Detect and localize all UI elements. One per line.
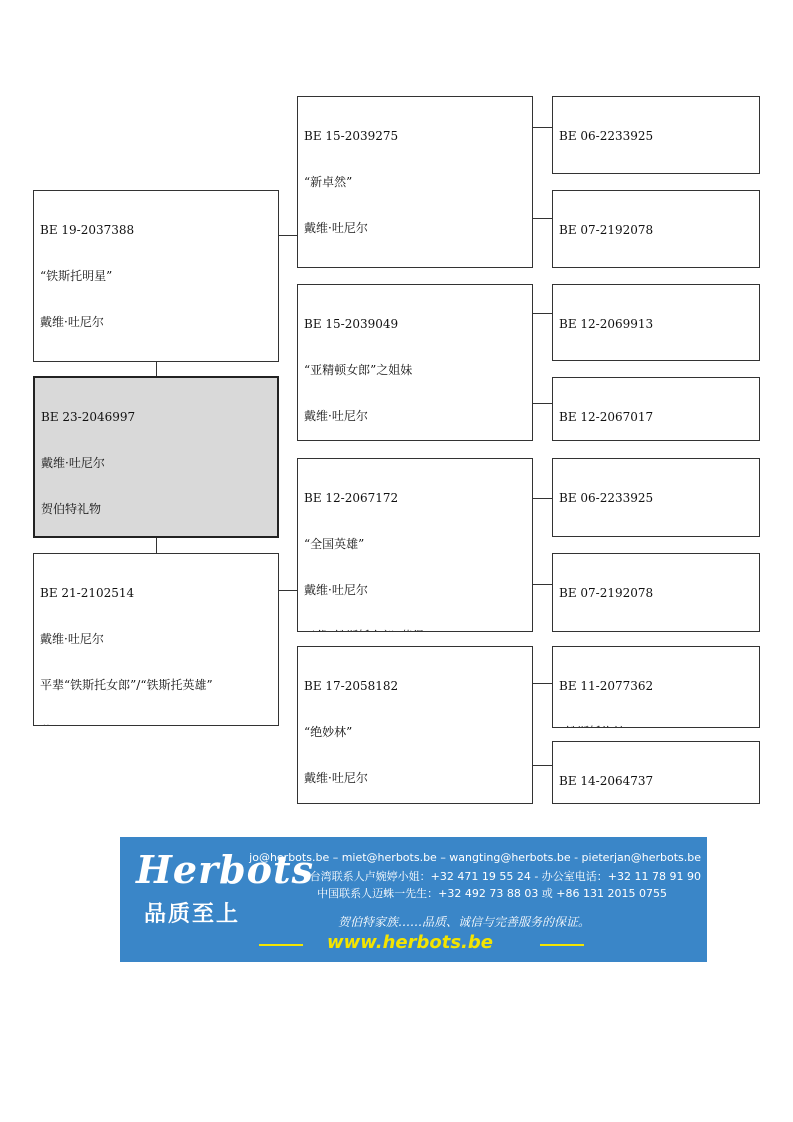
pedigree-box-sire-sire-dam bbox=[552, 190, 760, 268]
pedigree-box-subject bbox=[33, 376, 279, 538]
herbots-banner bbox=[120, 837, 707, 962]
connector-line bbox=[533, 403, 552, 404]
tagline: 贺伯特家族……品质、诚信与完善服务的保证。 bbox=[338, 915, 591, 929]
pigeon-name: “全国英雄” bbox=[304, 537, 365, 552]
ring-number: BE 15-2039275 bbox=[304, 128, 399, 143]
connector-line bbox=[533, 218, 552, 219]
pedigree-box-dam-sire-sire bbox=[552, 458, 760, 537]
pedigree-box-sire-dam bbox=[297, 284, 533, 441]
pedigree-box-sire-sire bbox=[297, 96, 533, 268]
pedigree-box-dam-dam-dam bbox=[552, 741, 760, 804]
pedigree-box-sire-sire-sire bbox=[552, 96, 760, 174]
decorative-rule bbox=[259, 944, 303, 946]
pigeon-name: “绝妙林” bbox=[304, 725, 353, 740]
gift-note: 贺伯特礼物 bbox=[41, 502, 102, 517]
connector-line bbox=[533, 127, 552, 128]
ring-number: BE 21-2102514 bbox=[40, 585, 135, 600]
pigeon-name bbox=[559, 725, 755, 728]
ring-number: BE 23-2046997 bbox=[41, 409, 136, 424]
china-contact: 中国联系人迈蛛一先生：+32 492 73 88 03 或 +86 131 2015 0755 bbox=[317, 887, 667, 900]
result-line bbox=[304, 267, 528, 268]
pedigree-box-dam-dam bbox=[297, 646, 533, 804]
ring-number: BE 12-2067017 bbox=[559, 409, 654, 424]
result-line bbox=[40, 361, 274, 362]
result-line: 平辈“铁斯托女郎”/“铁斯托英雄” bbox=[40, 678, 213, 693]
ring-number: BE 12-2069913 bbox=[559, 316, 654, 331]
result-line bbox=[40, 724, 274, 726]
ring-number: BE 11-2077362 bbox=[559, 678, 654, 693]
ring-number: BE 14-2064737 bbox=[559, 773, 654, 788]
connector-line bbox=[156, 362, 157, 376]
pigeon-name: “铁斯托明星” bbox=[40, 269, 113, 284]
slogan: 品质至上 bbox=[144, 902, 241, 927]
herbots-logo: Herbots bbox=[136, 847, 314, 892]
breeder: 戴维·吐尼尔 bbox=[40, 632, 104, 647]
ring-number: BE 19-2037388 bbox=[40, 222, 135, 237]
connector-line bbox=[279, 235, 297, 236]
connector-line bbox=[279, 590, 297, 591]
connector-line bbox=[533, 584, 552, 585]
breeder: 戴维·吐尼尔 bbox=[40, 315, 104, 330]
connector-line bbox=[533, 683, 552, 684]
email-contacts: jo@herbots.be – miet@herbots.be – wangting@herbots.be - pieterjan@herbots.be bbox=[249, 851, 701, 864]
website-link[interactable]: www.herbots.be bbox=[327, 932, 493, 953]
taiwan-contact: 台湾联系人卢婉婷小姐：+32 471 19 55 24 - 办公室电话：+32 11 78 91 90 bbox=[309, 870, 701, 883]
ring-number: BE 15-2039049 bbox=[304, 316, 399, 331]
pedigree-box-dam-sire bbox=[297, 458, 533, 632]
pigeon-name: “新卓然” bbox=[304, 175, 353, 190]
connector-line bbox=[533, 765, 552, 766]
ring-number: BE 12-2067172 bbox=[304, 490, 399, 505]
pedigree-box-sire-dam-dam bbox=[552, 377, 760, 441]
ring-number: BE 06-2233925 bbox=[559, 128, 654, 143]
pedigree-box-dam-dam-sire bbox=[552, 646, 760, 728]
connector-line bbox=[533, 313, 552, 314]
breeder: 戴维·吐尼尔 bbox=[304, 409, 368, 424]
connector-line bbox=[156, 538, 157, 553]
ring-number: BE 17-2058182 bbox=[304, 678, 399, 693]
ring-number: BE 07-2192078 bbox=[559, 585, 654, 600]
decorative-rule bbox=[540, 944, 584, 946]
pedigree-box-sire-dam-sire bbox=[552, 284, 760, 361]
pedigree-box-sire bbox=[33, 190, 279, 362]
pedigree-box-dam-sire-dam bbox=[552, 553, 760, 632]
ring-number: BE 06-2233925 bbox=[559, 490, 654, 505]
connector-line bbox=[533, 498, 552, 499]
result-line bbox=[304, 629, 528, 632]
pigeon-name: “亚精顿女郎”之姐妹 bbox=[304, 363, 413, 378]
breeder: 戴维·吐尼尔 bbox=[41, 456, 105, 471]
breeder: 戴维·吐尼尔 bbox=[304, 583, 368, 598]
pedigree-box-dam bbox=[33, 553, 279, 726]
breeder: 戴维·吐尼尔 bbox=[304, 771, 368, 786]
breeder: 戴维·吐尼尔 bbox=[304, 221, 368, 236]
ring-number: BE 07-2192078 bbox=[559, 222, 654, 237]
